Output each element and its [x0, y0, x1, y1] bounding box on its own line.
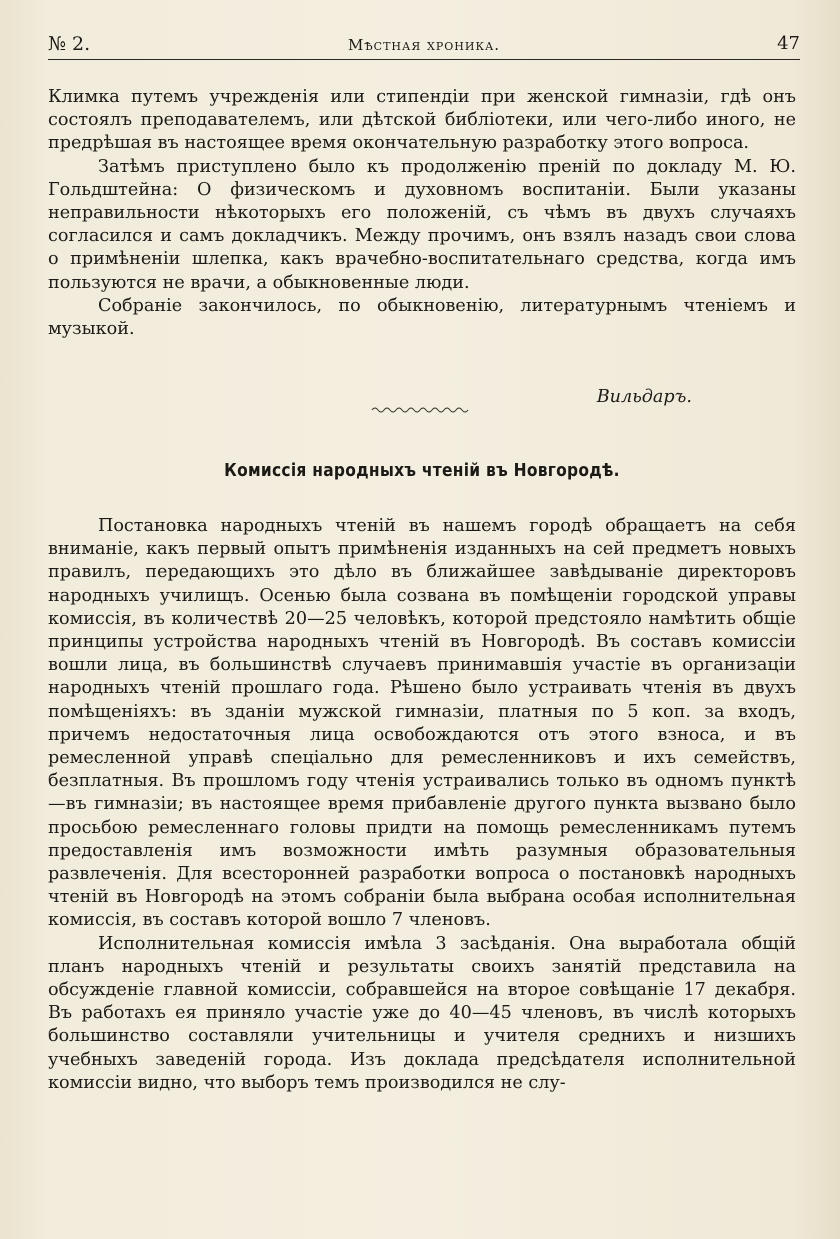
section-paragraph-2: Исполнительная комиссія имѣла 3 засѣданія. Она выработала общій планъ народныхъ чтеній и результаты своихъ занятій представила на обсужденіе главной комиссіи, собравшейся на второе совѣщаніе 17 декабря. Въ работахъ ея приняло участіе уже до 40—45 членовъ, въ числѣ которыхъ большинство составляли учительницы и учителя среднихъ и низшихъ учебныхъ заведеній города. Изъ доклада предсѣдателя исполнительной комиссіи видно, что выборъ темъ производился не слу-: [48, 933, 796, 1093]
section-text: [48, 515, 796, 1095]
issue-number: № 2.: [48, 33, 91, 55]
intro-paragraph-1: Климка путемъ учрежденія или стипендіи при женской гимназіи, гдѣ онъ состоялъ преподавателемъ, или дѣтской библіотеки, или чего-либо иного, не предрѣшая въ настоящее время окончательную разработку этого вопроса.: [48, 87, 796, 154]
section-heading: Комиссія народныхъ чтеній въ Новгородѣ.: [224, 460, 620, 481]
page-number: 47: [777, 33, 800, 54]
intro-paragraph-2: Затѣмъ приступлено было къ продолженію преній по докладу М. Ю. Гольдштейна: О физическомъ и духовномъ воспитаніи. Были указаны неправильности нѣкоторыхъ его положеній, съ чѣмъ въ двухъ случаяхъ согласился и самъ докладчикъ. Между прочимъ, онъ взялъ назадъ свои слова о примѣненіи шлепка, какъ врачебно-воспитательнаго средства, когда имъ пользуются не врачи, а обыкновенные люди.: [48, 156, 796, 293]
intro-text: [48, 86, 796, 341]
intro-paragraph-3: Собраніе закончилось, по обыкновенію, литературнымъ чтеніемъ и музыкой.: [48, 295, 796, 340]
running-title: Мѣстная хроника.: [347, 36, 501, 54]
page-header: [48, 30, 800, 62]
header-rule: [48, 59, 800, 60]
wavy-divider-ornament: [370, 402, 470, 418]
author-signature: Вильдаръ.: [596, 387, 692, 407]
section-paragraph-1: Постановка народныхъ чтеній въ нашемъ городѣ обращаетъ на себя вниманіе, какъ первый опытъ примѣненія изданныхъ на сей предметъ новыхъ правилъ, передающихъ это дѣло въ ближайшее завѣдываніе директоровъ народныхъ училищъ. Осенью была созвана въ помѣщеніи городской управы комиссія, въ количествѣ 20—25 человѣкъ, которой предстояло намѣтить общіе принципы устройства народныхъ чтеній въ Новгородѣ. Въ составъ комиссіи вошли лица, въ большинствѣ случаевъ принимавшія участіе въ организаціи народныхъ чтеній прошлаго года. Рѣшено было устраивать чтенія въ двухъ помѣщеніяхъ: въ зданіи мужской гимназіи, платныя по 5 коп. за входъ, причемъ недостаточныя лица освобождаются отъ этого взноса, и въ ремесленной управѣ спеціально для ремесленниковъ и ихъ семействъ, безплатныя. Въ прошломъ году чтенія устраивались только въ одномъ пунктѣ—въ гимназіи; въ настоящее время прибавленіе другого пункта вызвано было просьбою ремесленнаго головы придти на помощь ремесленникамъ путемъ предоставленія имъ возможности имѣть разумныя образовательныя развлеченія. Для всесторонней разработки вопроса о постановкѣ народныхъ чтеній въ Новгородѣ на этомъ собраніи была выбрана особая исполнительная комиссія, въ составъ которой вошло 7 членовъ.: [48, 516, 796, 931]
